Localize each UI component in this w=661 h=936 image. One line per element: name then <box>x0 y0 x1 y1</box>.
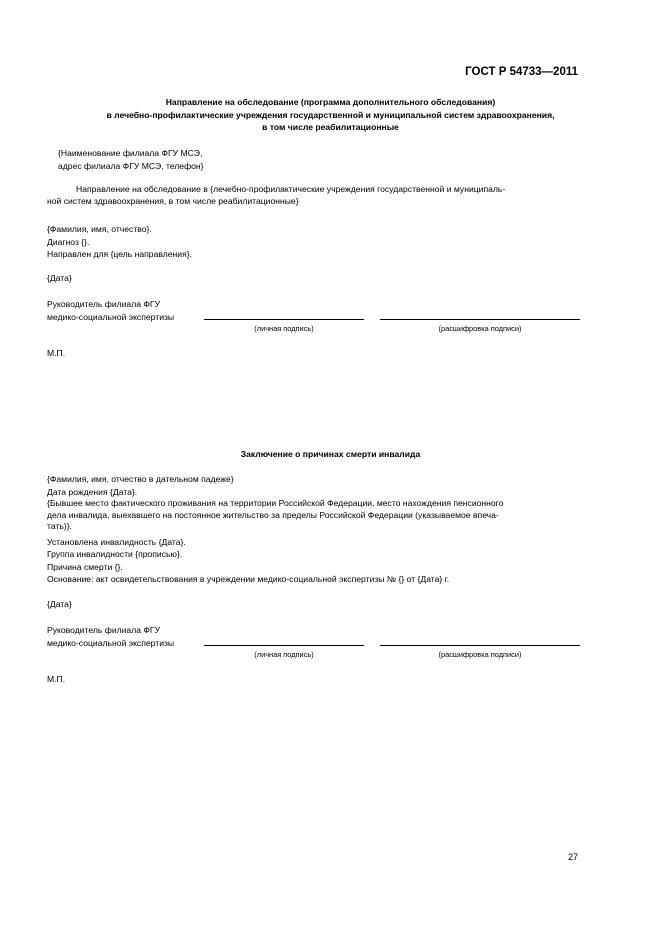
direction-body <box>47 184 587 207</box>
branch-address: адрес филиала ФГУ МСЭ, телефон} <box>58 161 204 171</box>
birth-date: Дата рождения {Дата}. <box>47 487 138 497</box>
sent-for: Направлен для {цель направления}. <box>47 249 192 259</box>
direction-date: {Дата} <box>47 273 72 283</box>
signature-line <box>204 645 364 646</box>
direction-body-line: Направление на обследование в {лечебно-профилактические учреждения государственной и муниципаль- <box>76 184 506 194</box>
diagnosis: Диагноз {}. <box>47 237 90 247</box>
patient-fio: {Фамилия, имя, отчество}. <box>47 224 152 234</box>
branch-name: {Наименование филиала ФГУ МСЭ, <box>58 148 203 158</box>
head-title-line2: медико-социальной экспертизы <box>47 638 175 648</box>
death-cause: Причина смерти {}. <box>47 562 123 572</box>
residence-line: дела инвалида, выехавшего на постоянное жительство за пределы Российской Федерации (указываемое впеча- <box>47 509 499 520</box>
decode-caption: (расшифровка подписи) <box>438 650 522 659</box>
direction-title-line: в том числе реабилитационные <box>262 122 399 132</box>
residence-line: тать)}. <box>47 521 72 532</box>
residence-line: {Бывшее место фактического проживания на территории Российской Федерации, место нахождения пенсионного <box>47 498 504 508</box>
former-residence <box>47 498 587 533</box>
direction-title-line: в лечебно-профилактические учреждения государственной и муниципальной систем здравоохранения, <box>106 109 555 120</box>
basis: Основание: акт освидетельствования в учреждении медико-социальной экспертизы № {} от {Дата} г. <box>47 574 450 584</box>
signature-caption: (личная подпись) <box>254 324 314 333</box>
signature-caption: (личная подпись) <box>254 650 314 659</box>
direction-title <box>0 96 661 134</box>
deceased-fio: {Фамилия, имя, отчество в дательном падеже} <box>47 474 234 484</box>
head-title-line2: медико-социальной экспертизы <box>47 312 175 322</box>
death-conclusion-title: Заключение о причинах смерти инвалида <box>240 449 421 459</box>
head-title-line1: Руководитель филиала ФГУ <box>47 625 161 635</box>
head-title-line1: Руководитель филиала ФГУ <box>47 299 161 309</box>
signature-line <box>204 319 364 320</box>
disability-established: Установлена инвалидность {Дата}. <box>47 537 186 547</box>
decode-caption: (расшифровка подписи) <box>438 324 522 333</box>
stamp-placeholder: М.П. <box>47 348 66 358</box>
direction-body-line: ной систем здравоохранения, в том числе реабилитационные} <box>47 195 299 206</box>
direction-title-line: Направление на обследование (программа дополнительного обследования) <box>165 97 496 107</box>
page-number: 27 <box>567 852 578 862</box>
stamp-placeholder: М.П. <box>47 674 66 684</box>
disability-group: Группа инвалидности {прописью}. <box>47 549 183 559</box>
death-date: {Дата} <box>47 599 72 609</box>
decode-line <box>380 319 580 320</box>
standard-code: ГОСТ Р 54733—2011 <box>465 66 578 78</box>
decode-line <box>380 645 580 646</box>
